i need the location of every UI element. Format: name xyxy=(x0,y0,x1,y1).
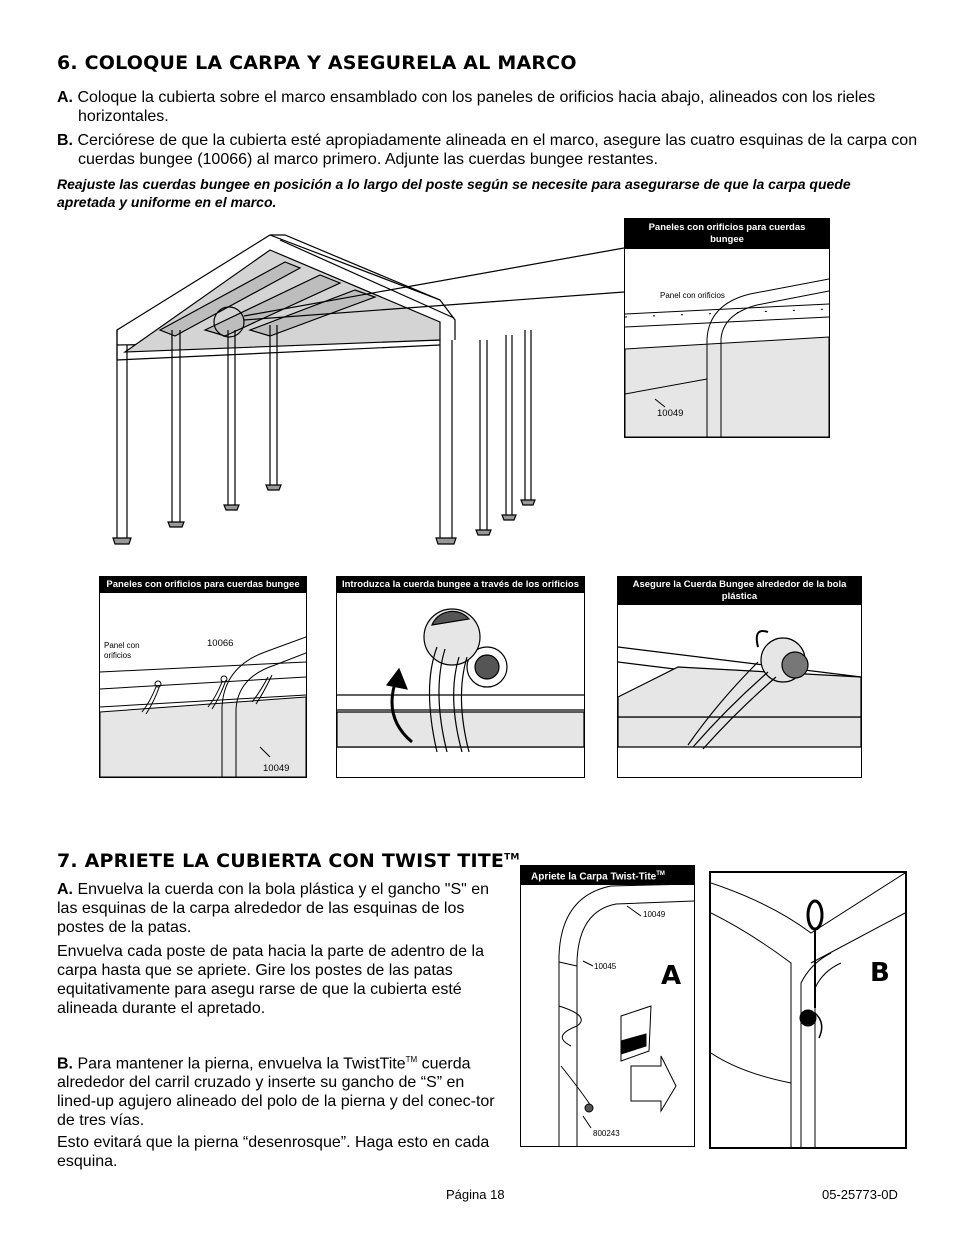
section-6-step-a xyxy=(57,88,928,126)
step-b-text-1: Para mantener la pierna, envuelva la TwistTite xyxy=(77,1055,406,1073)
detail-top-figure xyxy=(624,218,830,438)
step-letter: B. xyxy=(57,1055,73,1073)
detail-3-figure xyxy=(617,576,862,778)
page-number: Página 18 xyxy=(446,1187,505,1202)
twist-tite-figure-b xyxy=(709,871,907,1149)
figure-letter-a: A xyxy=(661,961,682,991)
part-label: 10049 xyxy=(657,408,684,419)
step-a-text: Coloque la cubierta sobre el marco ensamblado con los paneles de orificios hacia abajo, alineados con los rieles horizontales. xyxy=(77,89,876,125)
detail-3-caption: Asegure la Cuerda Bungee alrededor de la bola plástica xyxy=(618,577,861,605)
doc-number: 05-25773-0D xyxy=(822,1187,898,1202)
section-7-title-text: 7. APRIETE LA CUBIERTA CON TWIST TITE xyxy=(57,850,505,872)
step-letter: B. xyxy=(57,132,73,149)
step-letter: A. xyxy=(57,881,73,898)
section-7-step-a xyxy=(57,880,497,937)
section-6-step-b xyxy=(57,131,928,169)
figure-letter-b: B xyxy=(870,958,890,988)
section-6-title: 6. COLOQUE LA CARPA Y ASEGURELA AL MARCO xyxy=(57,52,577,74)
step-b-text: Cerciórese de que la cubierta esté apropiadamente alineada en el marco, asegure las cuatro esquinas de la carpa con cuerdas bungee (10066) al marco primero. Adjunte las cuerdas bungee restantes. xyxy=(77,132,918,168)
twist-tite-figure-a xyxy=(520,865,695,1147)
twist-tite-caption xyxy=(521,866,694,885)
trademark: TM xyxy=(405,1055,418,1064)
step-letter: A. xyxy=(57,89,73,106)
label-10045: 10045 xyxy=(594,962,617,971)
step-b-text-2: cuerda alrededor del carril cruzado y inserte su gancho de “S” en lined-up agujero alineado del polo de la pierna y del conec-tor de tres vías. xyxy=(57,1055,495,1130)
panel-label: Panel con orificios xyxy=(104,641,140,660)
detail-2-figure xyxy=(336,576,585,778)
detail-1-caption: Paneles con orificios para cuerdas bungee xyxy=(100,577,306,593)
label-10049: 10049 xyxy=(643,910,666,919)
section-7-para-4: Esto evitará que la pierna “desenrosque”. Haga esto en cada esquina. xyxy=(57,1134,490,1170)
section-7-title xyxy=(57,850,520,872)
detail-2-caption: Introduzca la cuerda bungee a través de los orificios xyxy=(337,577,584,593)
caption-text: Apriete la Carpa Twist-Tite xyxy=(531,871,657,883)
section-7-step-b xyxy=(57,1050,507,1130)
trademark: TM xyxy=(656,871,665,877)
part-label: 10049 xyxy=(263,763,290,774)
detail-1-figure xyxy=(99,576,307,778)
bungee-label: 10066 xyxy=(207,638,234,649)
section-6-note: Reajuste las cuerdas bungee en posición a lo largo del poste según se necesite para asegurarse de que la carpa quede apretada y uniforme en el marco. xyxy=(57,176,851,210)
step-a-text: Envuelva la cuerda con la bola plástica y el gancho "S" en las esquinas de la carpa alrededor de las esquinas de los postes de la patas. xyxy=(57,881,490,936)
detail-top-caption: Paneles con orificios para cuerdas bungee xyxy=(625,219,829,249)
section-7-para-2: Envuelva cada poste de pata hacia la parte de adentro de la carpa hasta que se apriete. Gire los postes de las patas equitativamente para asegu rarse de que la cubierta esté alineada durante el apretado. xyxy=(57,943,484,1017)
label-800243: 800243 xyxy=(593,1129,620,1138)
trademark: TM xyxy=(504,852,520,863)
panel-label: Panel con orificios xyxy=(660,291,725,300)
